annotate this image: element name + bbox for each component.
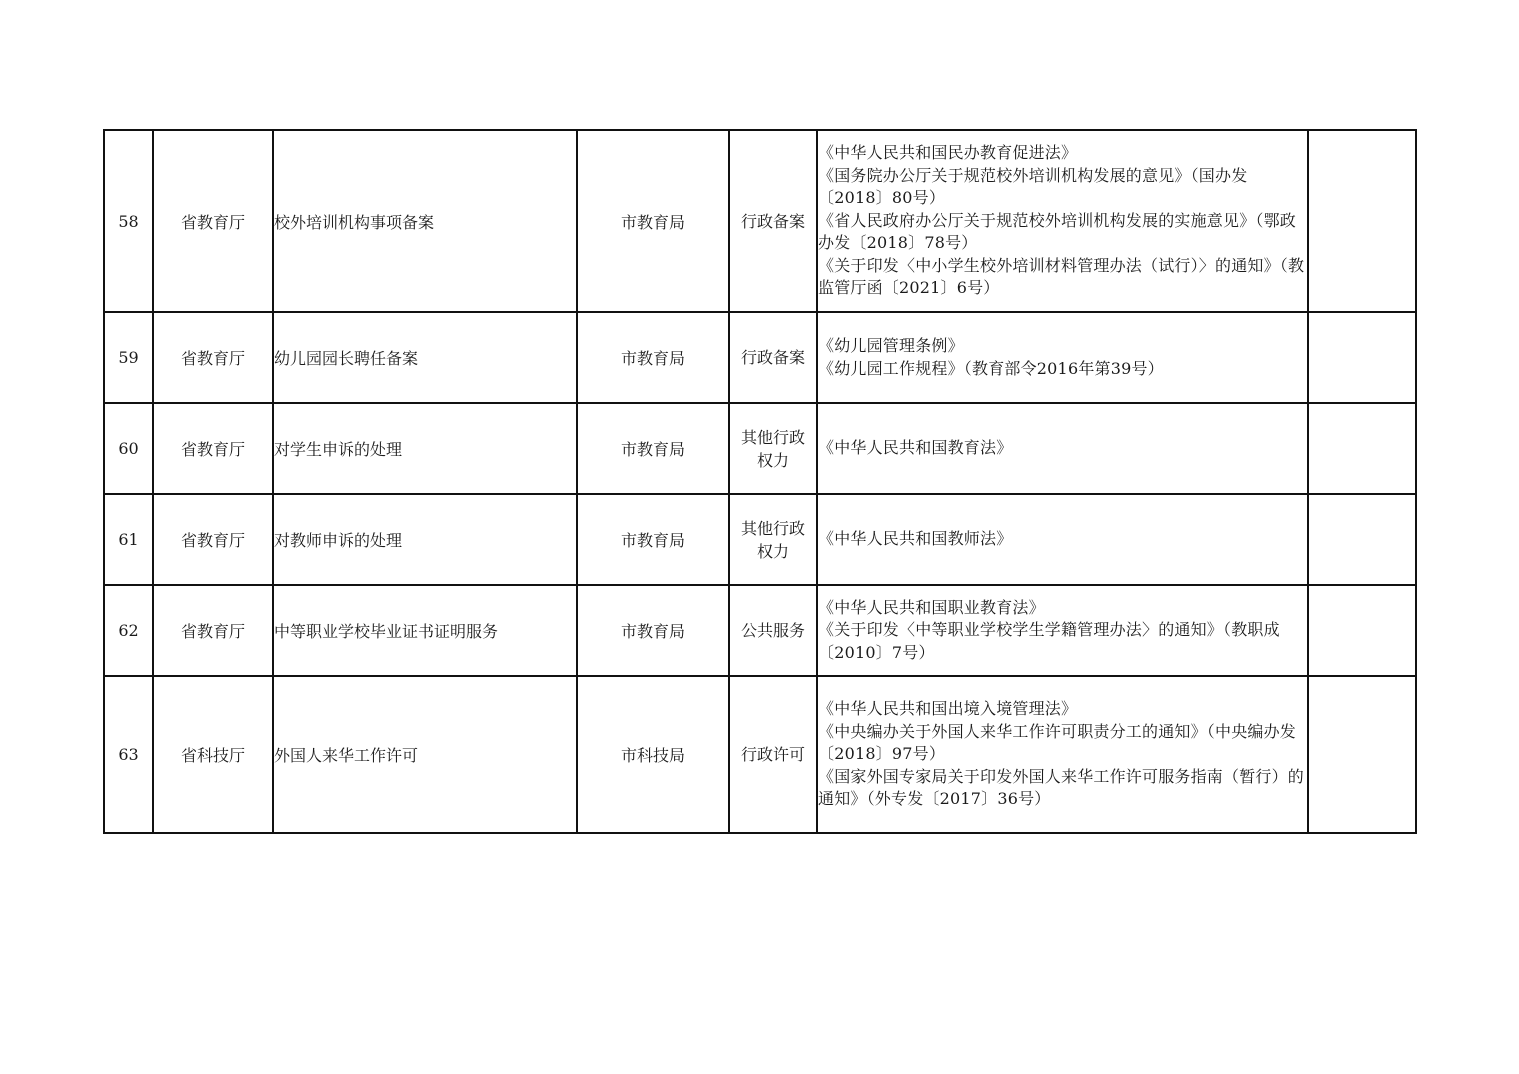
provincial-department: 省教育厅 xyxy=(153,130,273,312)
row-number: 60 xyxy=(104,403,153,494)
matter-name: 外国人来华工作许可 xyxy=(273,676,577,833)
table-row xyxy=(104,130,1416,312)
table-body xyxy=(104,130,1416,833)
table-row xyxy=(104,312,1416,403)
row-number: 59 xyxy=(104,312,153,403)
remarks xyxy=(1308,403,1416,494)
legal-basis xyxy=(817,130,1308,312)
legal-basis-item: 《中华人民共和国职业教育法》 xyxy=(818,597,1045,617)
power-type-label: 其他行政权力 xyxy=(741,518,806,561)
implementing-unit: 市教育局 xyxy=(577,403,729,494)
provincial-department: 省教育厅 xyxy=(153,494,273,585)
matter-name: 幼儿园园长聘任备案 xyxy=(273,312,577,403)
legal-basis-item: 《国家外国专家局关于印发外国人来华工作许可服务指南（暂行）的通知》（外专发〔2017〕36号） xyxy=(818,766,1305,809)
matter-name: 对教师申诉的处理 xyxy=(273,494,577,585)
legal-basis-item: 《关于印发〈中等职业学校学生学籍管理办法〉的通知》（教职成〔2010〕7号） xyxy=(818,620,1280,662)
legal-basis-item: 《幼儿园管理条例》 xyxy=(818,335,964,355)
legal-basis-item: 《省人民政府办公厅关于规范校外培训机构发展的实施意见》（鄂政办发〔2018〕78号） xyxy=(818,210,1297,253)
legal-basis xyxy=(817,676,1308,833)
implementing-unit: 市教育局 xyxy=(577,585,729,676)
legal-basis-item: 《国务院办公厅关于规范校外培训机构发展的意见》（国办发〔2018〕80号） xyxy=(818,165,1248,208)
legal-basis-item: 《中华人民共和国教师法》 xyxy=(818,529,1013,549)
table-row xyxy=(104,494,1416,585)
power-type-label: 其他行政权力 xyxy=(741,427,806,470)
legal-basis-item: 《关于印发〈中小学生校外培训材料管理办法（试行）〉的通知》（教监管厅函〔2021〕6号） xyxy=(818,255,1305,298)
table-row xyxy=(104,403,1416,494)
power-type xyxy=(729,494,817,585)
legal-basis xyxy=(817,585,1308,676)
implementing-unit: 市科技局 xyxy=(577,676,729,833)
legal-basis-item: 《幼儿园工作规程》（教育部令2016年第39号） xyxy=(818,358,1164,378)
legal-basis-item: 《中华人民共和国民办教育促进法》 xyxy=(818,142,1078,162)
implementing-unit: 市教育局 xyxy=(577,130,729,312)
legal-basis xyxy=(817,312,1308,403)
row-number: 61 xyxy=(104,494,153,585)
power-type xyxy=(729,676,817,833)
implementing-unit: 市教育局 xyxy=(577,494,729,585)
legal-basis xyxy=(817,494,1308,585)
row-number: 58 xyxy=(104,130,153,312)
remarks xyxy=(1308,312,1416,403)
table-row xyxy=(104,676,1416,833)
implementing-unit: 市教育局 xyxy=(577,312,729,403)
row-number: 62 xyxy=(104,585,153,676)
power-type xyxy=(729,403,817,494)
provincial-department: 省教育厅 xyxy=(153,312,273,403)
power-type-label: 公共服务 xyxy=(740,621,805,640)
power-type-label: 行政许可 xyxy=(740,745,805,764)
remarks xyxy=(1308,494,1416,585)
provincial-department: 省教育厅 xyxy=(153,403,273,494)
matter-name: 对学生申诉的处理 xyxy=(273,403,577,494)
remarks xyxy=(1308,676,1416,833)
legal-basis-item: 《中华人民共和国教育法》 xyxy=(818,438,1013,458)
power-type-label: 行政备案 xyxy=(740,211,805,231)
row-number: 63 xyxy=(104,676,153,833)
legal-basis xyxy=(817,403,1308,494)
legal-basis-item: 《中央编办关于外国人来华工作许可职责分工的通知》（中央编办发〔2018〕97号） xyxy=(818,721,1297,764)
matter-name: 中等职业学校毕业证书证明服务 xyxy=(273,585,577,676)
power-type xyxy=(729,585,817,676)
power-type xyxy=(729,130,817,312)
table-row xyxy=(104,585,1416,676)
matter-name: 校外培训机构事项备案 xyxy=(273,130,577,312)
power-type xyxy=(729,312,817,403)
remarks xyxy=(1308,585,1416,676)
provincial-department: 省教育厅 xyxy=(153,585,273,676)
power-type-label: 行政备案 xyxy=(740,348,805,367)
matters-table xyxy=(103,129,1417,834)
remarks xyxy=(1308,130,1416,312)
legal-basis-item: 《中华人民共和国出境入境管理法》 xyxy=(818,699,1078,719)
provincial-department: 省科技厅 xyxy=(153,676,273,833)
